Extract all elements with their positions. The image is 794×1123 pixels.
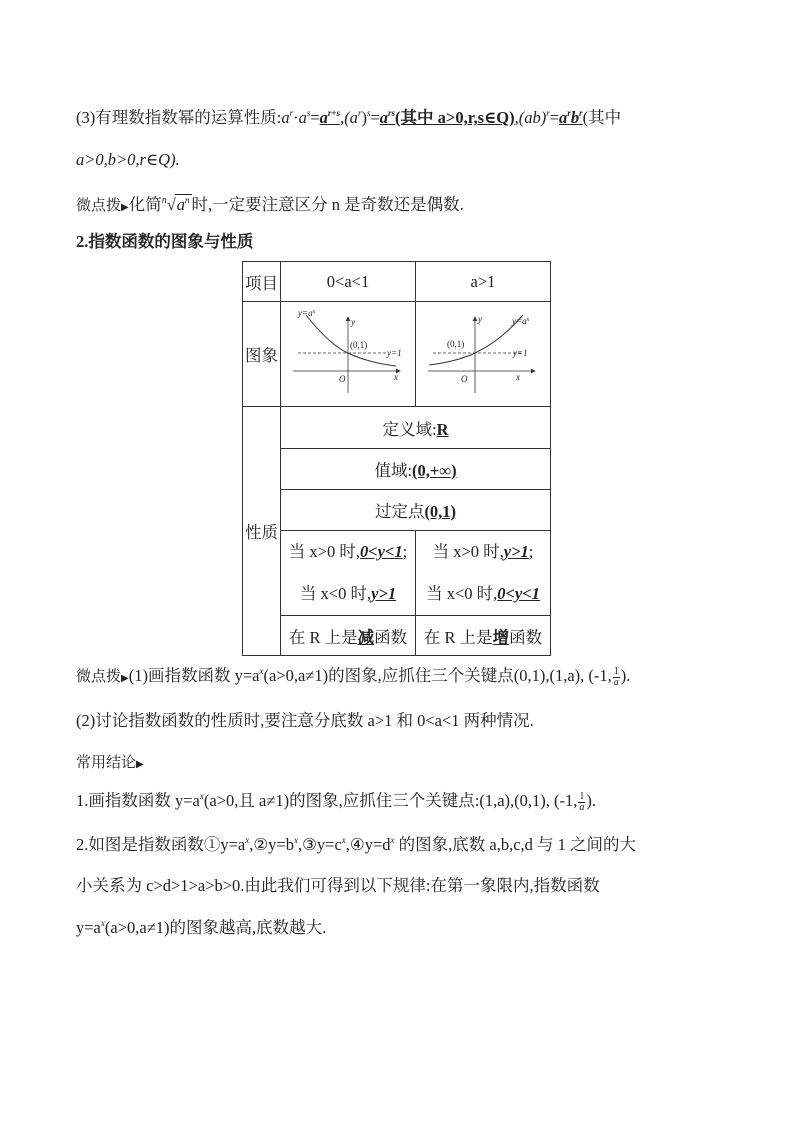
section-heading: 2.指数函数的图象与性质 (76, 232, 254, 251)
point-label: (0,1) (447, 338, 465, 349)
domain-value: R (436, 419, 449, 439)
fixed-point-value: (0,1) (424, 502, 457, 521)
formula-part: (a (344, 108, 358, 127)
conclusion-2-line-2: 小关系为 c>d>1>a>b>0.由此我们可得到以下规律:在第一象限内,指数函数 (76, 876, 600, 895)
fraction-numerator: 1 (579, 790, 585, 802)
tip-label: 微点拨 (76, 668, 122, 685)
conclusion-1 (76, 791, 596, 813)
formula-sup: x (100, 918, 105, 928)
monotonic-text: 在 R 上是 (288, 627, 358, 647)
answer-base: a (319, 108, 328, 127)
formula-a: a (298, 108, 307, 127)
answer-base: a (559, 108, 568, 127)
property-line-2 (76, 150, 180, 170)
monotonic-text: 函数 (374, 627, 408, 647)
condition-text: 当 x>0 时, (288, 542, 360, 561)
formula-sup: s (306, 108, 311, 118)
formula-a: a (281, 108, 290, 127)
line-label: y=1 (387, 347, 402, 358)
formula-sup: x (245, 835, 250, 845)
formula-dot: · (293, 108, 299, 127)
monotonic-cell-increasing (416, 616, 551, 656)
condition-text: 当 x<0 时, (299, 584, 372, 603)
value-line (281, 573, 415, 615)
y-axis-label: y (351, 316, 355, 327)
graph-decreasing (288, 307, 408, 397)
conclusions-heading (76, 752, 144, 775)
answer-1 (320, 108, 340, 127)
domain-cell (281, 407, 551, 449)
fraction-denominator: a (579, 801, 585, 813)
formula-sup: r (546, 108, 550, 118)
answer-sup: r (579, 108, 583, 118)
answer-base: b (570, 108, 580, 127)
formula-sup: r (289, 108, 294, 118)
equals: = (549, 108, 560, 127)
formula-part: ) (361, 108, 367, 127)
tip-label: 微点拨 (76, 197, 122, 214)
range-label: 值域: (374, 461, 413, 480)
condition-2-start: (其中 (582, 108, 622, 127)
fixed-point-label: 过定点 (374, 502, 425, 521)
comma: , (340, 108, 345, 127)
value-cell-increasing (416, 531, 551, 616)
graph-cell-decreasing (281, 302, 416, 407)
value-line (416, 531, 550, 573)
fraction-numerator: 1 (613, 665, 619, 677)
conclusion-2-line-3 (76, 918, 326, 938)
header-col-1: 0<a<1 (281, 262, 416, 302)
condition-text: 当 x<0 时, (426, 584, 498, 603)
triangle-icon: ▶ (121, 673, 129, 684)
property-heading: (3)有理数指数幂的运算性质: (76, 108, 282, 127)
formula-sup: x (390, 835, 395, 845)
condition-answer: y>1 (503, 542, 529, 561)
line-label: y=1 (513, 347, 528, 358)
curve (429, 315, 523, 365)
tip-text: ). (620, 666, 631, 685)
conclusion-text: ). (586, 791, 597, 810)
answer-sup: r+s (327, 108, 341, 118)
answer-sup: rs (388, 108, 396, 118)
monotonic-answer: 增 (492, 627, 510, 647)
header-item: 项目 (243, 262, 281, 302)
x-axis-label: x (394, 371, 398, 382)
monotonic-answer: 减 (357, 627, 375, 647)
conclusion-text: (a>0,且 a≠1)的图象,应抓住三个关键点:(1,a),(0,1), (-1, (203, 791, 578, 810)
value-cell-decreasing (281, 531, 416, 616)
triangle-icon: ▶ (121, 202, 129, 213)
condition-answer: 0<y<1 (497, 584, 540, 603)
row-label-properties: 性质 (243, 407, 281, 656)
monotonic-cell-decreasing (281, 616, 416, 656)
tip-text: (a>0,a≠1)的图象,应抓住三个关键点(0,1),(1,a), (-1, (263, 666, 612, 685)
y-axis-label: y (478, 313, 482, 324)
radicand-base: a (176, 195, 186, 214)
range-value: (0,+∞) (412, 461, 457, 480)
origin-label: O (461, 373, 468, 384)
semicolon: ; (528, 542, 534, 561)
fixed-point-cell (281, 490, 551, 531)
triangle-icon: ▶ (136, 759, 144, 770)
value-line (416, 573, 550, 615)
radicand-sup: n (185, 195, 190, 205)
formula-sup: x (341, 835, 346, 845)
fraction-denominator: a (613, 676, 619, 688)
answer-sup: r (567, 108, 571, 118)
condition-1: (其中 a>0,r,s∈Q) (395, 108, 515, 127)
graph-cell-increasing (416, 302, 551, 407)
x-axis-label: x (516, 371, 520, 382)
func-label: $y=a^x$ (298, 307, 316, 318)
tip-line-1 (76, 191, 464, 218)
tip-line-3: (2)讨论指数函数的性质时,要注意分底数 a>1 和 0<a<1 两种情况. (76, 711, 534, 730)
origin-label: O (339, 373, 346, 384)
formula-sup: s (366, 108, 371, 118)
point-label: (0,1) (350, 339, 368, 350)
header-col-2: a>1 (416, 262, 551, 302)
answer-base: a (379, 108, 389, 127)
answer-3 (559, 108, 583, 127)
conclusions-label: 常用结论 (76, 754, 137, 771)
value-line (281, 531, 415, 573)
formula-sup: x (294, 835, 298, 845)
formula-sup: x (199, 791, 204, 801)
fraction (613, 667, 620, 688)
conclusion-text: 1.画指数函数 y=a (76, 791, 200, 810)
fraction (578, 792, 585, 813)
domain-label: 定义域: (382, 419, 437, 439)
tip-text: 化简 (128, 195, 162, 214)
conclusion-text: 的图象,底数 a,b,c,d 与 1 之间的大 (394, 835, 637, 854)
condition-answer: y>1 (371, 584, 397, 603)
row-label-graph: 图象 (243, 302, 281, 407)
formula-part: ,(ab) (514, 108, 547, 127)
condition-2-end: a>0,b>0,r∈Q). (76, 150, 180, 169)
conclusion-text: (a>0,a≠1)的图象越高,底数越大. (104, 918, 327, 937)
conclusion-2-line-1 (76, 835, 636, 855)
tip-line-2 (76, 666, 630, 689)
condition-answer: 0<y<1 (359, 542, 403, 561)
formula-sup: x (259, 666, 264, 676)
property-line-1 (76, 108, 621, 128)
answer-2 (380, 108, 395, 127)
semicolon: ; (402, 542, 408, 561)
monotonic-text: 在 R 上是 (423, 627, 493, 647)
conclusion-text: ,③y=c (298, 835, 342, 854)
formula-sup: r (357, 108, 362, 118)
conclusion-text: 2.如图是指数函数①y=a (76, 835, 246, 854)
function-table (242, 261, 551, 656)
graph-increasing (423, 307, 543, 397)
radicand (175, 194, 192, 215)
func-label: $y=a^x$ (512, 315, 530, 326)
equals: = (370, 108, 380, 127)
conclusion-text: ,④y=d (345, 835, 391, 854)
tip-text: 时,一定要注意区分 n 是奇数还是偶数. (191, 195, 464, 214)
radical-icon: √ (166, 195, 176, 214)
conclusion-text: y=a (76, 918, 101, 937)
root-index: n (161, 195, 167, 206)
conclusion-text: ,②y=b (249, 835, 294, 854)
equals: = (310, 108, 320, 127)
condition-text: 当 x>0 时, (432, 542, 504, 561)
range-cell (281, 449, 551, 490)
monotonic-text: 函数 (509, 627, 543, 647)
tip-text: (1)画指数函数 y=a (128, 666, 260, 685)
